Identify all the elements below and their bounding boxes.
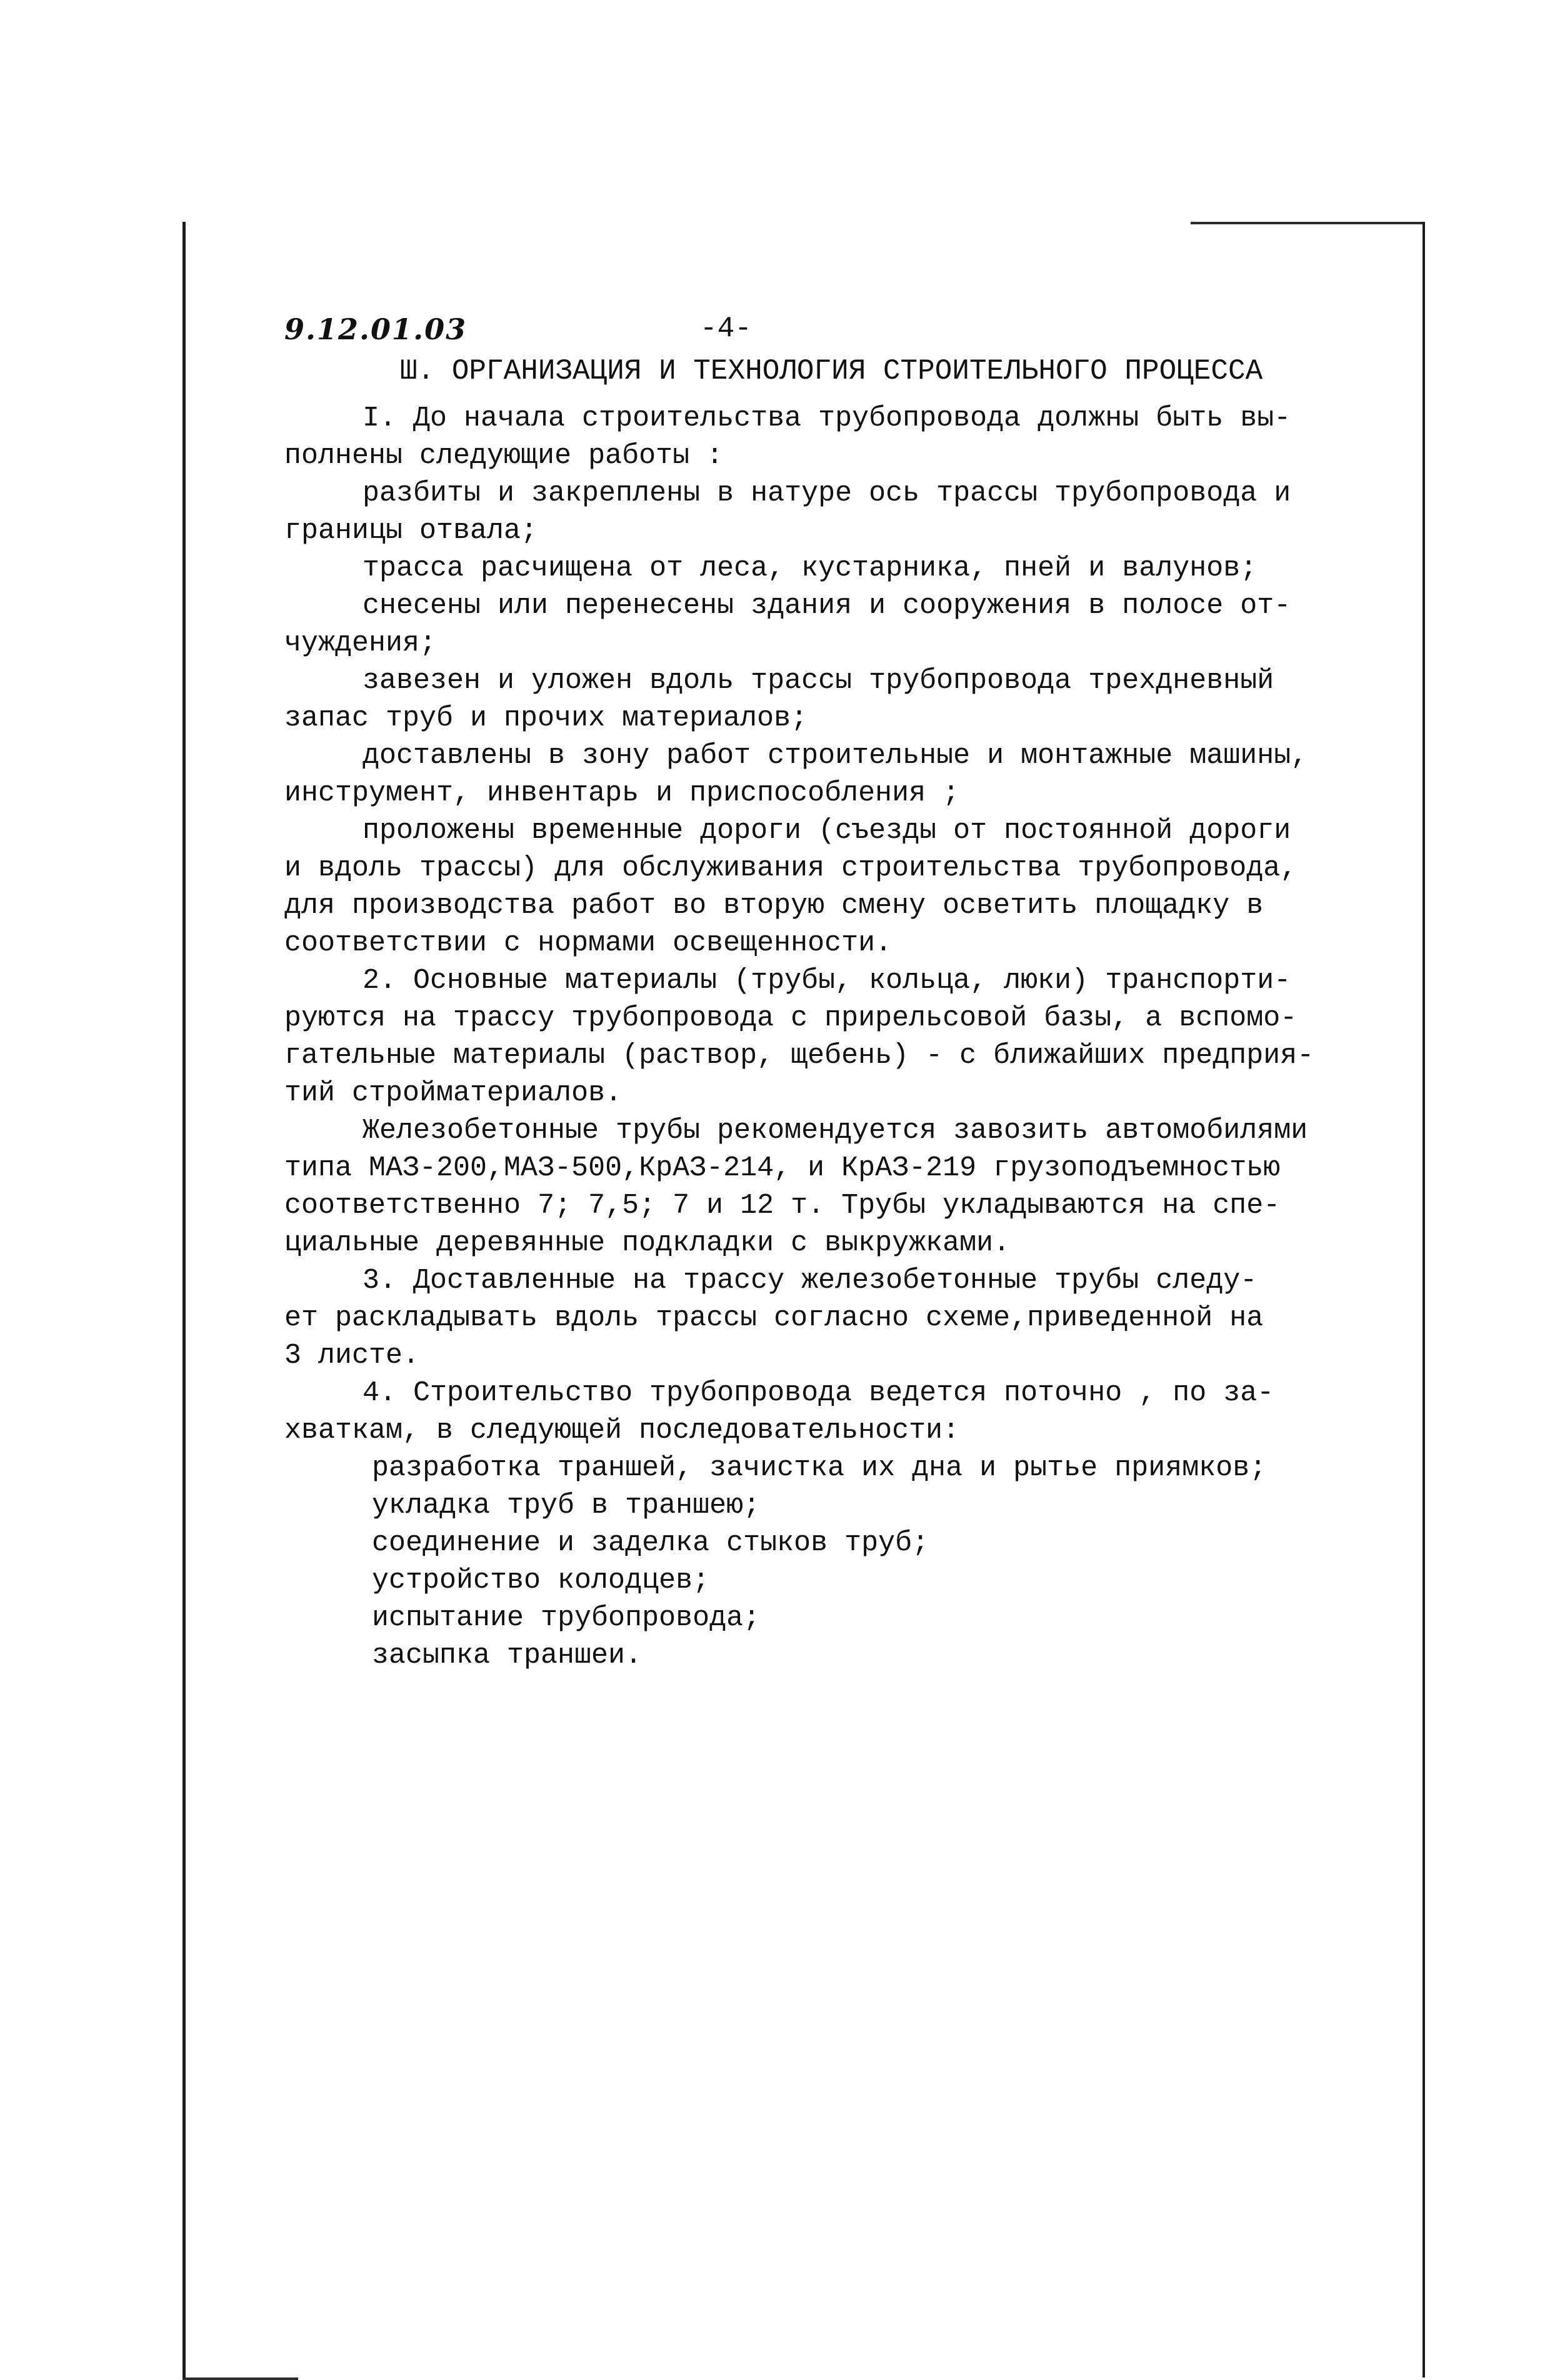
frame-top-border [1191, 222, 1425, 224]
text-line: Железобетонные трубы рекомендуется завозить автомобилями [362, 1115, 1308, 1147]
text-line: ет раскладывать вдоль трассы согласно схеме,приведенной на [284, 1302, 1264, 1334]
text-line: разбиты и закреплены в натуре ось трассы трубопровода и [362, 477, 1291, 509]
text-line: тий стройматериалов. [284, 1077, 622, 1109]
text-line: и вдоль трассы) для обслуживания строительства трубопровода, [284, 852, 1298, 884]
text-line: 3 листе. [284, 1340, 420, 1372]
text-line: типа МАЗ-200,МАЗ-500,КрАЗ-214, и КрАЗ-219 грузоподъемностью [284, 1152, 1281, 1184]
text-line: испытание трубопровода; [372, 1602, 761, 1634]
text-line: проложены временные дороги (съезды от постоянной дороги [362, 815, 1291, 847]
text-line: завезен и уложен вдоль трассы трубопровода трехдневный [362, 665, 1274, 697]
text-line: гательные материалы (раствор, щебень) - с ближайших предприя- [284, 1040, 1314, 1072]
text-line: трасса расчищена от леса, кустарника, пней и валунов; [362, 552, 1258, 584]
text-line: соответствии с нормами освещенности. [284, 927, 892, 959]
text-line: засыпка траншеи. [372, 1640, 642, 1671]
text-line: 2. Основные материалы (трубы, кольца, люки) транспорти- [362, 965, 1291, 997]
text-line: циальные деревянные подкладки с выкружками. [284, 1227, 1011, 1259]
text-line: хваткам, в следующей последовательности: [284, 1415, 960, 1446]
page-header [284, 312, 1347, 350]
text-line: укладка труб в траншею; [372, 1490, 761, 1521]
text-line: соответственно 7; 7,5; 7 и 12 т. Трубы укладываются на спе- [284, 1190, 1281, 1222]
text-line: 3. Доставленные на трассу железобетонные трубы следу- [362, 1265, 1258, 1297]
text-line: разработка траншей, зачистка их дна и рытье приямков; [372, 1452, 1267, 1484]
text-line: для производства работ во вторую смену осветить площадку в [284, 890, 1264, 922]
text-line: чуждения; [284, 627, 437, 659]
text-line: соединение и заделка стыков труб; [372, 1527, 929, 1559]
text-line: 4. Строительство трубопровода ведется поточно , по за- [362, 1377, 1274, 1409]
page-number: -4- [700, 312, 752, 345]
text-line: доставлены в зону работ строительные и монтажные машины, [362, 740, 1308, 772]
frame-bottom-border [182, 2378, 298, 2380]
body-text [284, 400, 1314, 1675]
section-title: Ш. ОРГАНИЗАЦИЯ И ТЕХНОЛОГИЯ СТРОИТЕЛЬНОГО ПРОЦЕССА [400, 355, 1263, 387]
frame-left-border [182, 222, 186, 2378]
text-line: инструмент, инвентарь и приспособления ; [284, 777, 960, 809]
text-line: границы отвала; [284, 515, 538, 547]
text-line: руются на трассу трубопровода с прирельсовой базы, а вспомо- [284, 1002, 1298, 1034]
document-code: 9.12.01.03 [284, 312, 468, 346]
text-line: I. До начала строительства трубопровода должны быть вы- [362, 402, 1291, 434]
frame-right-border [1422, 222, 1425, 2378]
text-line: снесены или перенесены здания и сооружения в полосе от- [362, 590, 1291, 622]
text-line: устройство колодцев; [372, 1565, 710, 1596]
text-line: полнены следующие работы : [284, 440, 724, 472]
text-line: запас труб и прочих материалов; [284, 702, 808, 734]
